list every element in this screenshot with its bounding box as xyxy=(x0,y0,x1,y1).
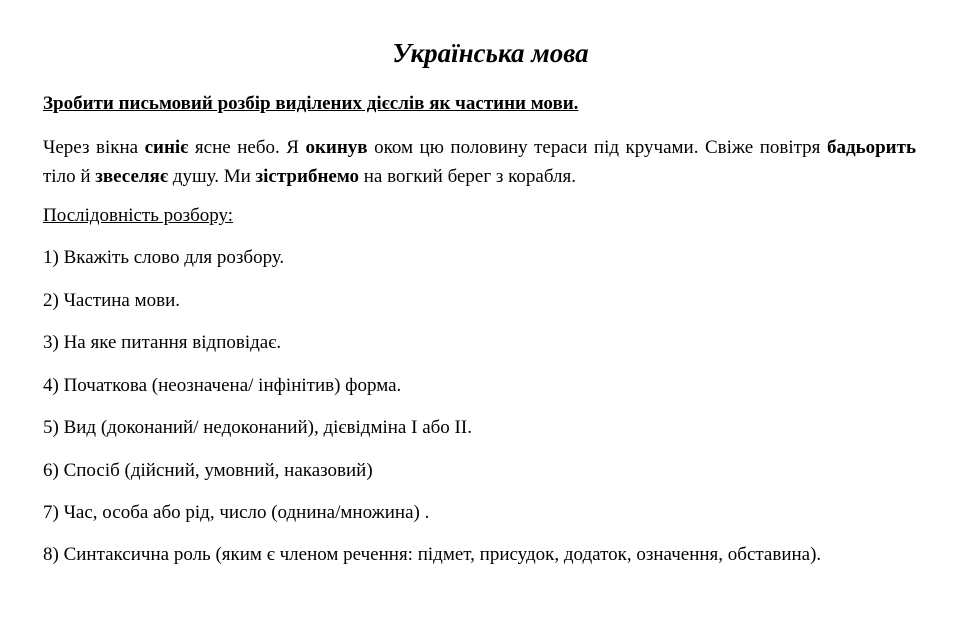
page-title: Українська мова xyxy=(392,38,589,68)
exercise-text xyxy=(43,133,916,191)
step-item: 5) Вид (доконаний/ недоконаний), дієвідміна І або ІІ. xyxy=(43,417,472,438)
sequence-heading: Послідовність розбору: xyxy=(43,205,234,226)
text-fragment: Через вікна xyxy=(43,137,145,158)
text-fragment: ясне небо. Я xyxy=(188,137,306,158)
text-fragment: тіло й xyxy=(43,166,96,187)
text-fragment: на вогкий берег з корабля. xyxy=(359,166,577,187)
highlighted-verb: бадьорить xyxy=(826,137,917,158)
step-item: 6) Спосіб (дійсний, умовний, наказовий) xyxy=(43,459,373,481)
text-fragment: душу. Ми xyxy=(168,166,256,187)
step-item: 2) Частина мови. xyxy=(43,289,181,311)
highlighted-verb: звеселяє xyxy=(95,166,169,187)
step-item: 4) Початкова (неозначена/ інфінітив) форма. xyxy=(43,374,402,396)
highlighted-verb: синіє xyxy=(144,137,189,158)
task-instruction: Зробити письмовий розбір виділених дієслів як частини мови. xyxy=(43,93,579,114)
highlighted-verb: окинув xyxy=(305,137,368,158)
highlighted-verb: зістрибнемо xyxy=(255,166,360,187)
step-item: 7) Час, особа або рід, число (однина/множина) . xyxy=(43,502,430,523)
step-item: 8) Синтаксична роль (яким є членом речення: підмет, присудок, додаток, означення, обставина). xyxy=(43,543,822,565)
step-item: 3) На яке питання відповідає. xyxy=(43,332,282,353)
text-fragment: оком цю половину тераси під кручами. Свіже повітря xyxy=(367,137,827,158)
step-item: 1) Вкажіть слово для розбору. xyxy=(43,247,285,268)
